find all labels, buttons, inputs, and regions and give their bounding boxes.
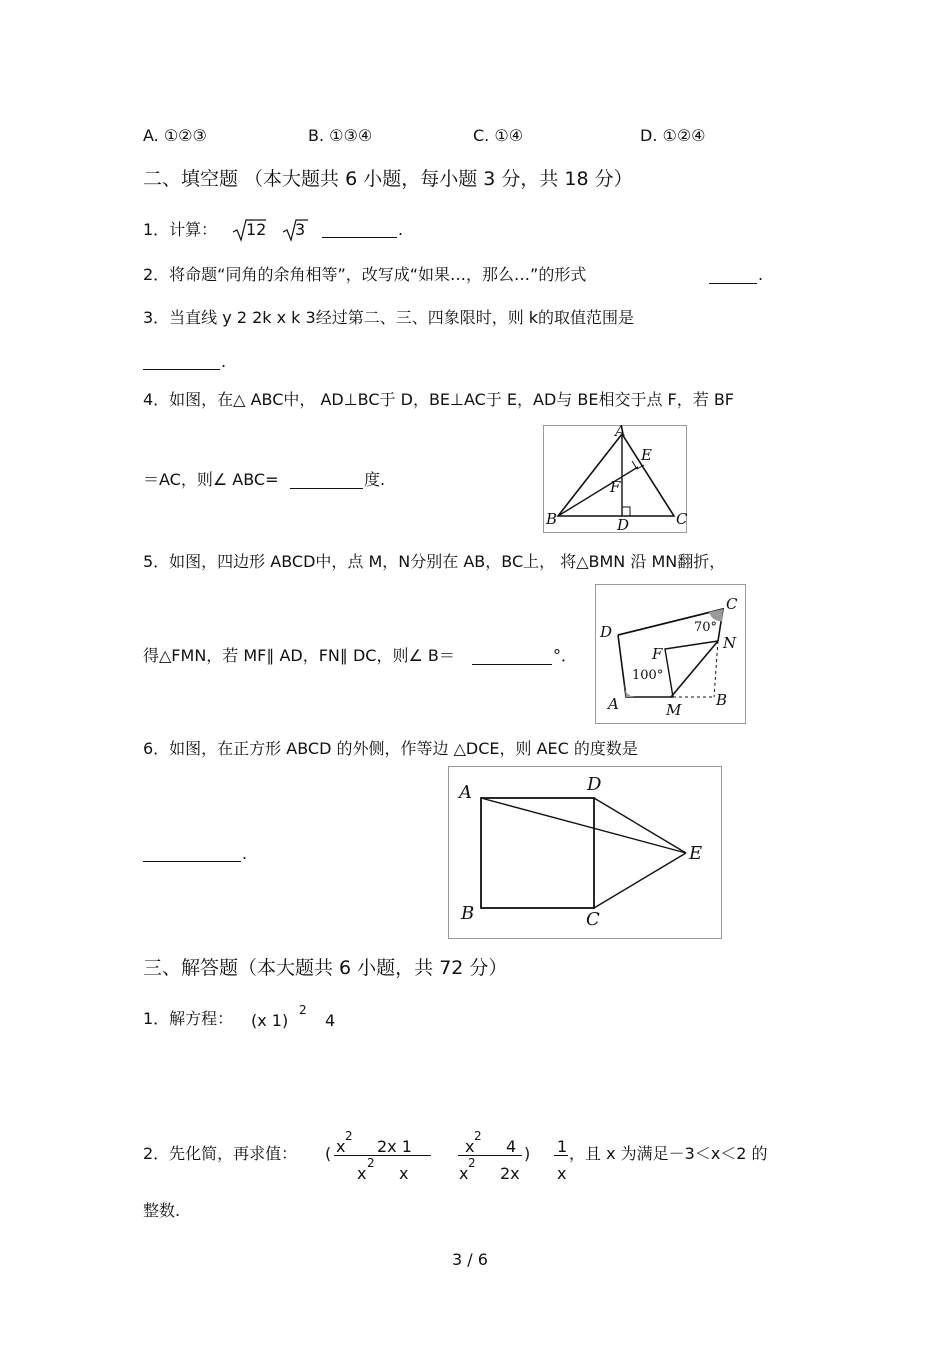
choice-a: A. ①②③ bbox=[143, 126, 207, 145]
s2-tail: ，且 x 为满足－3＜x＜2 的 bbox=[569, 1144, 768, 1163]
angle-100: 100° bbox=[632, 668, 664, 683]
s1-expression: (x 1) bbox=[251, 1011, 289, 1030]
label-M: M bbox=[666, 701, 682, 719]
label-B: B bbox=[461, 903, 475, 924]
q1-answer-blank[interactable] bbox=[322, 237, 397, 238]
angle-70: 70° bbox=[694, 620, 718, 635]
choice-d: D. ①②④ bbox=[640, 126, 706, 145]
s2-text: 2．先化简，再求值： bbox=[143, 1144, 298, 1163]
section2-title: 二、填空题 （本大题共 6 小题，每小题 3 分，共 18 分） bbox=[143, 168, 633, 190]
q4-line2: ＝AC，则∠ ABC= bbox=[143, 470, 279, 489]
q3-text: 3．当直线 y 2 2k x k 3经过第二、三、四象限时，则 k的取值范围是 bbox=[143, 308, 635, 327]
q5-answer-blank[interactable] bbox=[472, 664, 552, 665]
q1-sqrt-12: 12 bbox=[232, 218, 266, 246]
q4-answer-blank[interactable] bbox=[290, 488, 363, 489]
label-B: B bbox=[546, 510, 558, 528]
label-C: C bbox=[586, 909, 600, 930]
s2-line2: 整数. bbox=[143, 1201, 181, 1220]
label-D: D bbox=[587, 774, 602, 795]
q6-answer-blank[interactable] bbox=[143, 861, 241, 862]
q6-line1: 6．如图，在正方形 ABCD 的外侧，作等边 △DCE，则 AEC 的度数是 bbox=[143, 739, 638, 758]
q3-answer-blank[interactable] bbox=[143, 369, 220, 370]
q6-period: . bbox=[242, 844, 248, 863]
q2-period: . bbox=[758, 265, 764, 284]
q1-period: . bbox=[398, 220, 404, 239]
label-C: C bbox=[726, 595, 738, 613]
q4-triangle-figure bbox=[543, 422, 688, 534]
s1-exponent: 2 bbox=[299, 1003, 307, 1017]
label-F: F bbox=[652, 645, 663, 663]
page-number: 3 / 6 bbox=[452, 1250, 488, 1269]
q5-unit: °． bbox=[553, 646, 578, 665]
s2-lparen: ( bbox=[325, 1144, 332, 1163]
q2-text: 2．将命题“同角的余角相等”，改写成“如果…，那么…”的形式 bbox=[143, 265, 587, 284]
q4-line1: 4．如图，在△ ABC中， AD⊥BC于 D，BE⊥AC于 E，AD与 BE相交于点 F，若 BF bbox=[143, 390, 734, 409]
label-E: E bbox=[641, 446, 652, 464]
label-B: B bbox=[716, 691, 728, 709]
label-A: A bbox=[615, 422, 626, 440]
q6-square-figure bbox=[448, 766, 722, 939]
label-D: D bbox=[617, 516, 630, 534]
choice-c: C. ①④ bbox=[473, 126, 524, 145]
q4-unit: 度. bbox=[364, 470, 386, 489]
label-D: D bbox=[600, 623, 613, 641]
q3-period: . bbox=[221, 352, 227, 371]
q1-sqrt-3: 3 bbox=[282, 218, 308, 246]
q2-answer-blank[interactable] bbox=[709, 283, 757, 284]
label-A: A bbox=[459, 782, 472, 803]
label-E: E bbox=[689, 843, 703, 864]
section3-title: 三、解答题（本大题共 6 小题，共 72 分） bbox=[143, 957, 508, 979]
s1-text: 1．解方程： bbox=[143, 1009, 234, 1028]
choice-b: B. ①③④ bbox=[308, 126, 373, 145]
q5-line1: 5．如图，四边形 ABCD中，点 M，N分别在 AB，BC上， 将△BMN 沿 MN翻折， bbox=[143, 552, 726, 571]
label-N: N bbox=[723, 634, 737, 652]
s1-rhs: 4 bbox=[325, 1011, 336, 1030]
label-F: F bbox=[610, 478, 621, 496]
label-C: C bbox=[676, 510, 688, 528]
label-A: A bbox=[608, 695, 619, 713]
q5-line2: 得△FMN，若 MF∥ AD，FN∥ DC，则∠ B＝ bbox=[143, 646, 455, 665]
q1-text: 1．计算： bbox=[143, 220, 218, 239]
q5-quadrilateral-figure bbox=[595, 584, 746, 724]
s2-rparen: ) bbox=[524, 1144, 531, 1163]
